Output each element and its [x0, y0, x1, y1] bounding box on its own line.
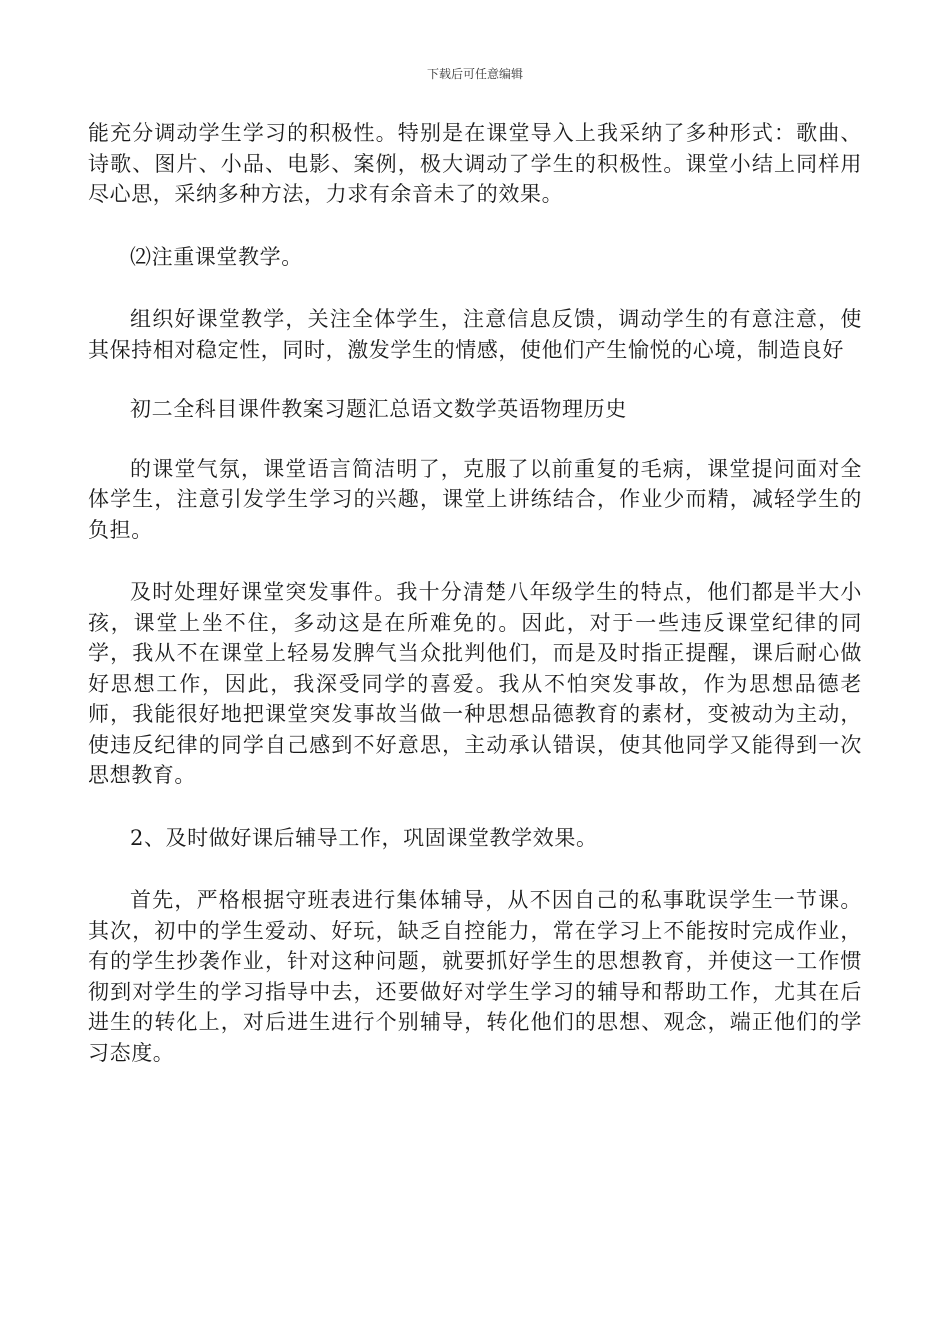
paragraph-resource-banner: 初二全科目课件教案习题汇总语文数学英语物理历史 — [130, 397, 627, 421]
paragraph-classroom-organization: 组织好课堂教学，关注全体学生，注意信息反馈，调动学生的有意注意，使其保持相对稳定性，同时，激发学生的情感，使他们产生愉悦的心境，制造良好 — [88, 307, 862, 362]
document-body — [88, 118, 862, 1068]
paragraph-tutoring-details: 首先，严格根据守班表进行集体辅导，从不因自己的私事耽误学生一节课。其次，初中的学生爱动、好玩，缺乏自控能力，常在学习上不能按时完成作业，有的学生抄袭作业，针对这种问题，就要抓好学生的思想教育，并使这一工作惯彻到对学生的学习指导中去，还要做好对学生学习的辅导和帮助工作，尤其在后进生的转化上，对后进生进行个别辅导，转化他们的思想、观念，端正他们的学习态度。 — [88, 888, 862, 1065]
paragraph-subheading-after-class-tutoring: 2、及时做好课后辅导工作，巩固课堂教学效果。 — [130, 825, 598, 850]
paragraph-subheading-classroom-teaching: ⑵注重课堂教学。 — [130, 244, 303, 269]
paragraph-continuation: 能充分调动学生学习的积极性。特别是在课堂导入上我采纳了多种形式：歌曲、诗歌、图片、小品、电影、案例，极大调动了学生的积极性。课堂小结上同样用尽心思，采纳多种方法，力求有余音未了的效果。 — [88, 121, 862, 206]
paragraph-sudden-events: 及时处理好课堂突发事件。我十分清楚八年级学生的特点，他们都是半大小孩，课堂上坐不住，多动这是在所难免的。因此，对于一些违反课堂纪律的同学，我从不在课堂上轻易发脾气当众批判他们，而是及时指正提醒，课后耐心做好思想工作，因此，我深受同学的喜爱。我从不怕突发事故，作为思想品德老师，我能很好地把课堂突发事故当做一种思想品德教育的素材，变被动为主动，使违反纪律的同学自己感到不好意思，主动承认错误，使其他同学又能得到一次思想教育。 — [88, 580, 862, 787]
page-header: 下载后可任意编辑 — [426, 67, 523, 81]
paragraph-classroom-atmosphere: 的课堂气氛，课堂语言简洁明了，克服了以前重复的毛病，课堂提问面对全体学生，注意引发学生学习的兴趣，课堂上讲练结合，作业少而精，减轻学生的负担。 — [88, 456, 862, 542]
